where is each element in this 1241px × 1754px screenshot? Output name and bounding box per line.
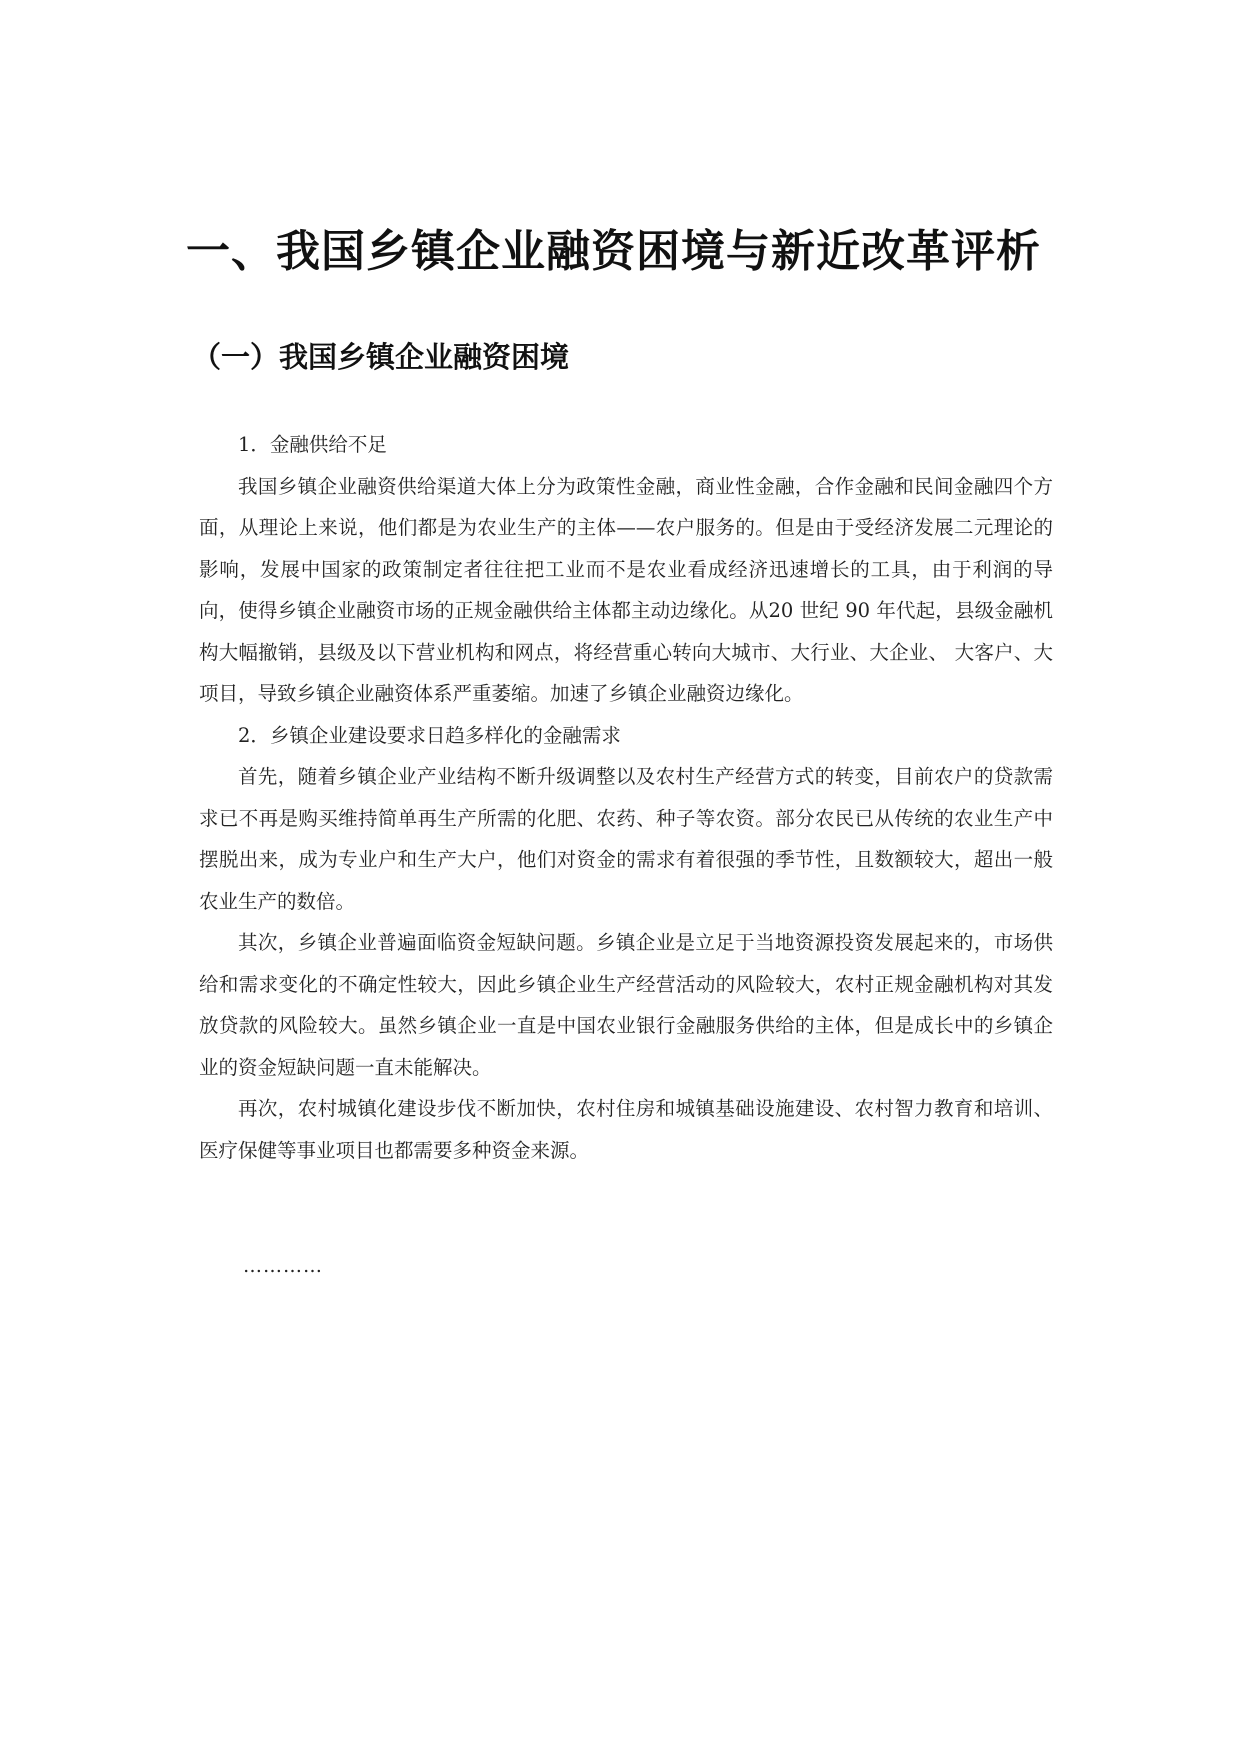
- body-text: [199, 424, 1053, 1171]
- paragraph: 再次，农村城镇化建设步伐不断加快，农村住房和城镇基础设施建设、农村智力教育和培训、医疗保健等事业项目也都需要多种资金来源。: [199, 1097, 1053, 1162]
- paragraph: 我国乡镇企业融资供给渠道大体上分为政策性金融，商业性金融，合作金融和民间金融四个方面，从理论上来说，他们都是为农业生产的主体——农户服务的。但是由于受经济发展二元理论的影响，发展中国家的政策制定者往往把工业而不是农业看成经济迅速增长的工具，由于利润的导向，使得乡镇企业融资市场的正规金融供给主体都主动边缘化。从20 世纪 90 年代起，县级金融机构大幅撤销，县级及以下营业机构和网点，将经营重心转向大城市、大行业、大企业、 大客户、大项目，导致乡镇企业融资体系严重萎缩。加速了乡镇企业融资边缘化。: [199, 474, 1053, 705]
- page-title: 一、我国乡镇企业融资困境与新近改革评析: [186, 226, 1041, 277]
- paragraph: 其次，乡镇企业普遍面临资金短缺问题。乡镇企业是立足于当地资源投资发展起来的，市场供给和需求变化的不确定性较大，因此乡镇企业生产经营活动的风险较大，农村正规金融机构对其发放贷款的风险较大。虽然乡镇企业一直是中国农业银行金融服务供给的主体，但是成长中的乡镇企业的资金短缺问题一直未能解决。: [199, 931, 1053, 1079]
- continuation-ellipsis: …………: [243, 1255, 323, 1277]
- item-heading: 2．乡镇企业建设要求日趋多样化的金融需求: [238, 723, 621, 747]
- section-heading: （一）我国乡镇企业融资困境: [192, 340, 570, 374]
- paragraph: 首先，随着乡镇企业产业结构不断升级调整以及农村生产经营方式的转变，目前农户的贷款需求已不再是购买维持简单再生产所需的化肥、农药、种子等农资。部分农民已从传统的农业生产中摆脱出来，成为专业户和生产大户，他们对资金的需求有着很强的季节性，且数额较大，超出一般农业生产的数倍。: [199, 765, 1053, 913]
- item-heading: 1．金融供给不足: [238, 433, 387, 456]
